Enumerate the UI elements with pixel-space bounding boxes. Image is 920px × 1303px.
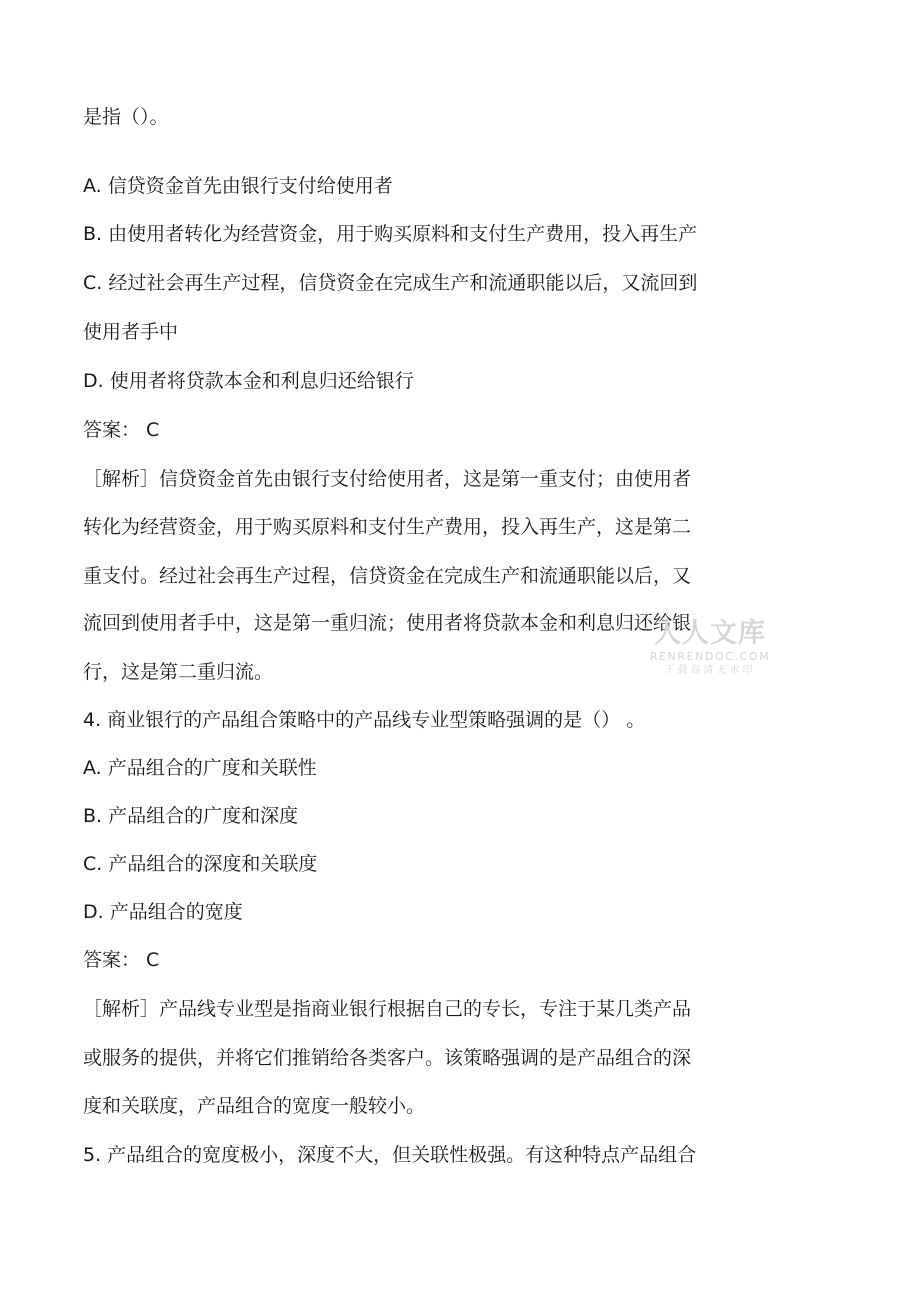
option-c: C. 产品组合的深度和关联度 — [83, 853, 318, 875]
answer: 答案： C — [83, 949, 160, 971]
option-b: B. 产品组合的广度和深度 — [83, 805, 299, 827]
option-d: D. 使用者将贷款本金和利息归还给银行 — [83, 370, 414, 392]
watermark-site: RENRENDOC.COM — [649, 650, 771, 663]
explanation-line: ［解析］产品线专业型是指商业银行根据自己的专长，专注于某几类产品 — [83, 998, 692, 1020]
option-a: A. 信贷资金首先由银行支付给使用者 — [83, 175, 393, 197]
option-c-continued: 使用者手中 — [83, 321, 179, 343]
question-5: 5. 产品组合的宽度极小，深度不大，但关联性极强。有这种特点产品组合 — [83, 1144, 697, 1166]
watermark-title: 人人文库 — [654, 618, 766, 649]
explanation-line: 度和关联度，产品组合的宽度一般较小。 — [83, 1095, 426, 1117]
question-4: 4. 商业银行的产品组合策略中的产品线专业型策略强调的是（） 。 — [83, 709, 646, 731]
option-d: D. 产品组合的宽度 — [83, 901, 243, 923]
explanation-line: 重支付。经过社会再生产过程，信贷资金在完成生产和流通职能以后，又 — [83, 565, 692, 587]
explanation-line: 转化为经营资金，用于购买原料和支付生产费用，投入再生产，这是第二 — [83, 516, 692, 538]
option-b: B. 由使用者转化为经营资金，用于购买原料和支付生产费用，投入再生产 — [83, 223, 698, 245]
explanation-line: 行，这是第二重归流。 — [83, 661, 274, 683]
answer: 答案： C — [83, 419, 160, 441]
option-c: C. 经过社会再生产过程，信贷资金在完成生产和流通职能以后，又流回到 — [83, 272, 698, 294]
option-a: A. 产品组合的广度和关联性 — [83, 757, 317, 779]
explanation-line: ［解析］信贷资金首先由银行支付给使用者，这是第一重支付；由使用者 — [83, 468, 692, 490]
watermark — [645, 618, 775, 678]
explanation-line: 或服务的提供，并将它们推销给各类客户。该策略强调的是产品组合的深 — [83, 1047, 692, 1069]
question-stem-end: 是指（）。 — [83, 106, 169, 128]
watermark-subtitle: 下载高清无水印 — [664, 665, 756, 676]
explanation-line: 流回到使用者手中，这是第一重归流；使用者将贷款本金和利息归还给银 — [83, 612, 692, 634]
